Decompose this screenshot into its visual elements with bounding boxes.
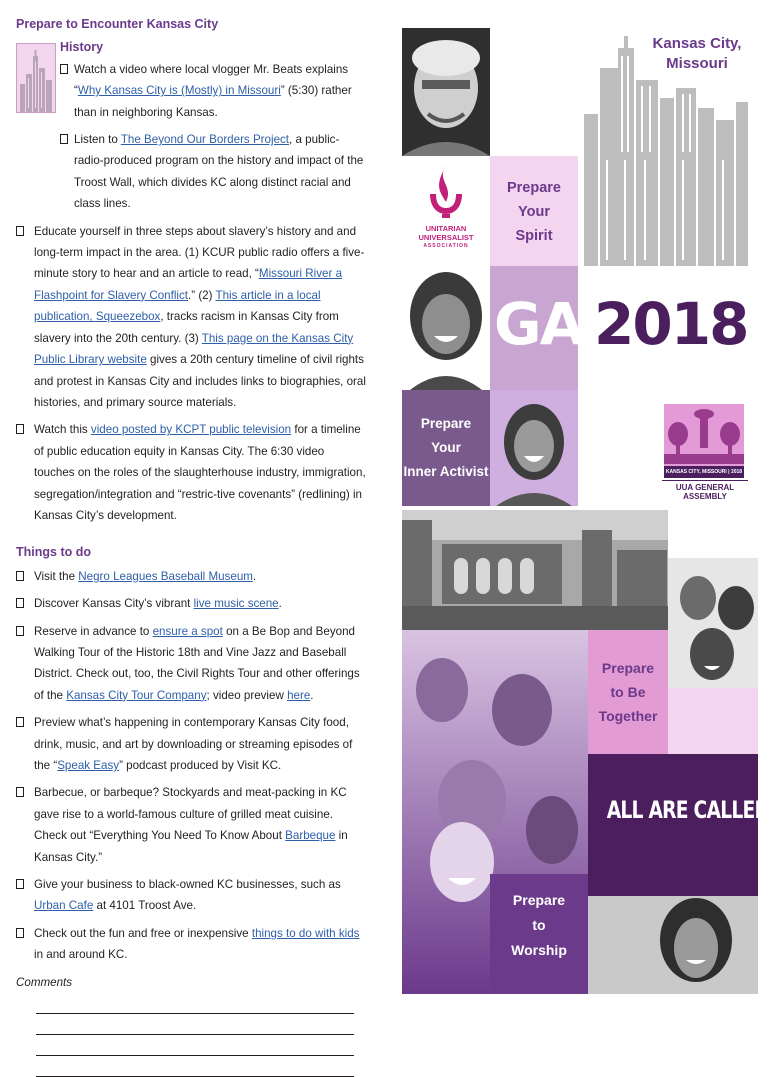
prepare-together-tile [588,630,668,754]
city-title: Kansas City, Missouri [652,35,742,72]
things-item-urban-cafe [16,874,366,917]
item-text: in and around KC. [34,948,128,962]
city-skyline-tile [490,28,758,156]
checkbox[interactable] [16,787,24,797]
ga-label: GA [494,290,583,358]
link-kc-tour-company[interactable]: Kansas City Tour Company [66,688,207,702]
item-text: on a Be Bop and Beyond Walking Tour of the Historic 18th and Vine Jazz and Baseball District. Check out, too, the Civil Rights Tour and other offerings of the [34,624,360,702]
link-barbeque[interactable]: Barbeque [285,829,336,843]
item-text: . [278,597,282,611]
ga-badge-tile [578,390,758,506]
link-kc-library[interactable]: This page on the Kansas City Public Library website [34,331,354,367]
photo-group-friends [668,558,758,688]
uua-name-line1: UNITARIAN [425,224,467,233]
cover-panel [402,28,777,994]
photo-woman-bottom [588,896,758,994]
checkbox[interactable] [16,879,24,889]
skyline-continuation [578,156,758,266]
all-are-called-text: ALL ARE CALLED! [606,796,777,824]
things-item-museum [16,566,366,587]
item-text: Barbecue, or barbeque? Stockyards and meat-packing in KC gave rise to a world-famous culture of grilled meat cuisine. Check out “Everything You Need To Know About [34,786,347,843]
photo-man [402,28,490,156]
link-video-preview[interactable]: here [287,688,311,702]
checkbox[interactable] [60,64,68,74]
link-squeezebox[interactable]: This article in a local publication, Squeezebox [34,288,321,324]
photo-woman-laughing [490,390,578,506]
things-heading: Things to do [16,545,91,560]
link-urban-cafe[interactable]: Urban Cafe [34,899,94,913]
year-label: 2018 [594,290,748,358]
skyline-thumbnail [16,43,56,113]
badge-text: KANSAS CITY, MISSOURI | 2018 [665,469,743,475]
chalice-icon [426,164,466,220]
item-text: Preview what’s happening in contemporary Kansas City food, drink, music, and art by downloading or streaming episodes of the “ [34,716,353,772]
item-text: , tracks racism in Kansas City from slavery into the 20th century. (3) [34,310,339,345]
comment-line[interactable] [36,1035,354,1056]
pink-strip [668,688,758,754]
link-missouri-river[interactable]: Missouri River a Flashpoint for Slavery Conflict [34,267,343,302]
link-kcpt-video[interactable]: video posted by KCPT public television [90,423,292,437]
link-negro-leagues[interactable]: Negro Leagues Baseball Museum [78,569,253,583]
link-things-kids[interactable]: things to do with kids [251,926,360,940]
item-text: Check out the fun and free or inexpensive [34,926,252,940]
section-title: Prepare to Encounter Kansas City [16,17,219,31]
history-block [16,37,366,123]
history-item-radio [16,129,366,215]
item-text: Listen to [74,133,121,147]
prepare-together-text: Prepare to Be Together [598,660,658,724]
badge-graphic [664,404,744,478]
checkbox[interactable] [16,626,24,636]
prepare-spirit-tile [490,156,578,266]
item-text: . [310,688,314,702]
prepare-worship-tile [490,874,588,994]
item-text: . [252,569,257,583]
photo-union-station [402,510,668,630]
item-text: for a timeline of public education equity in Kansas City. The 6:30 video touches on the roles of the slaughterhouse industry, immigration, segregation/integration and “restric-tive covenants” (redlining) in Kansas City’s development. [34,423,366,522]
comment-line[interactable] [36,1014,354,1035]
checkbox[interactable] [16,571,24,581]
item-text: Visit the [34,569,79,583]
item-text: ” (5:30) rather than in neighboring Kansas. [74,84,352,119]
comment-line[interactable] [36,1056,354,1077]
things-item-tour [16,621,366,707]
prepare-activist-text: Prepare Your Inner Activist [403,416,489,479]
item-text: , a public-radio-produced program on the history and impact of the Troost Wall, which divides KC along distinct racial and class lines. [74,133,364,211]
item-text: Educate yourself in three steps about slavery’s history and and long-term impact in the area. (1) KCUR public radio offers a five-minute story to hear and an article to read, “ [34,224,365,281]
checkbox[interactable] [16,717,24,727]
things-item-music [16,593,366,614]
things-item-podcast [16,712,366,776]
history-item-watch [16,419,366,526]
link-ensure-spot[interactable]: ensure a spot [152,624,223,638]
item-text: ; video preview [206,688,288,702]
uua-name-line2: UNIVERSALIST [418,233,474,242]
things-item-barbeque [16,782,366,868]
badge-caption: UUA GENERAL ASSEMBLY [662,480,748,501]
uua-logo-tile [402,156,490,266]
item-text: gives a 20th century timeline of civil rights and protest in Kansas City and includes links to biographies, oral histories, and primary source materials. [34,353,366,409]
history-heading: History [60,40,104,55]
checkbox[interactable] [16,424,24,434]
item-text: in Kansas City.” [34,829,348,864]
link-why-kansas-city[interactable]: Why Kansas City is (Mostly) in Missouri [77,84,281,98]
item-text: Give your business to black-owned KC businesses, such as [34,878,341,892]
photo-woman-smiling [402,266,490,390]
link-beyond-our-borders[interactable]: The Beyond Our Borders Project [120,133,290,147]
link-speak-easy[interactable]: Speak Easy [57,759,120,772]
checkbox[interactable] [60,134,68,144]
item-text: ” podcast produced by Visit KC. [119,759,282,772]
comment-line[interactable] [36,993,354,1014]
item-text: Watch this [34,423,91,437]
uua-name-line3: ASSOCIATION [423,243,469,249]
checkbox[interactable] [16,226,24,236]
prepare-worship-text: Prepare to Worship [511,892,567,958]
history-item-video [60,59,366,123]
item-text: at 4101 Troost Ave. [93,899,197,913]
checkbox[interactable] [16,598,24,608]
prepare-spirit-text: Prepare Your Spirit [506,180,561,244]
history-item-educate [16,221,366,414]
item-text: Discover Kansas City’s vibrant [34,597,194,611]
all-are-called-tile [588,754,777,896]
left-column [16,14,366,1077]
link-live-music[interactable]: live music scene [193,597,279,611]
things-item-kids [16,923,366,966]
prepare-activist-tile [402,390,490,506]
comments-label: Comments [16,975,73,989]
ga-2018-tile [490,266,758,390]
checkbox[interactable] [16,928,24,938]
item-text: .” (2) [188,288,216,302]
item-text: Watch a video where local vlogger Mr. Beats explains “ [74,62,349,98]
item-text: Reserve in advance to [34,624,153,638]
